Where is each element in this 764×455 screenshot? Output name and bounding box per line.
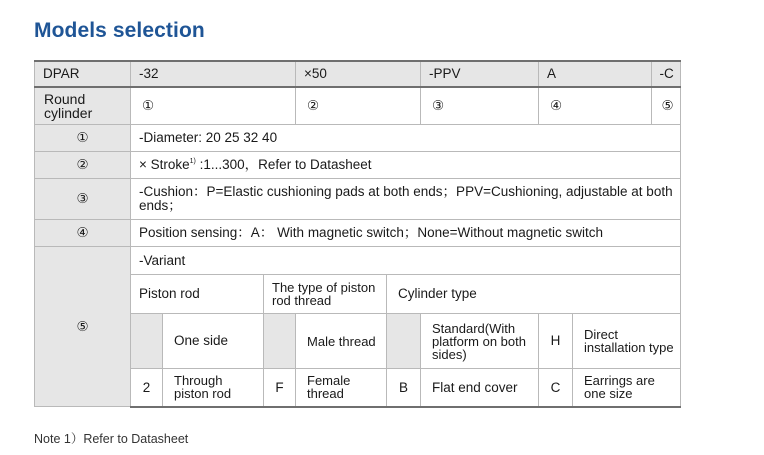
page-title: Models selection — [34, 19, 205, 42]
spec-row-sensing — [35, 220, 681, 247]
stroke-text: × Stroke — [139, 157, 190, 173]
option-code — [264, 314, 296, 369]
option-code — [131, 314, 163, 369]
group-piston-rod: Piston rod — [131, 275, 264, 314]
spec-row-cushion — [35, 179, 681, 220]
model-code-3: ③ — [421, 87, 539, 125]
option-code: C — [539, 369, 573, 407]
option-code: B — [387, 369, 421, 407]
table-header-row — [35, 61, 681, 87]
header-cell-stroke: ×50 — [296, 61, 421, 87]
variant-group-row — [35, 275, 681, 314]
spec-text: -Diameter: 20 25 32 40 — [131, 125, 681, 152]
variant-row-2 — [35, 369, 681, 407]
spec-code: ⑤ — [35, 247, 131, 407]
option-code: F — [264, 369, 296, 407]
model-code-5: ⑤ — [661, 98, 674, 114]
model-code-1: ① — [131, 87, 296, 125]
spec-row-stroke — [35, 152, 681, 179]
option-text: Earrings are one size — [573, 369, 681, 407]
option-code — [387, 314, 421, 369]
option-text: Male thread — [296, 314, 387, 369]
spec-text: Position sensing：A： With magnetic switch；None=Without magnetic switch — [131, 220, 681, 247]
footnote: Note 1）Refer to Datasheet — [34, 432, 189, 446]
spec-code: ① — [35, 125, 131, 152]
group-thread-type: The type of piston rod thread — [264, 275, 387, 314]
option-text: Standard(With platform on both sides) — [421, 314, 539, 369]
model-code-split — [539, 87, 681, 125]
option-code: H — [539, 314, 573, 369]
option-code: 2 — [131, 369, 163, 407]
footnote-marker: 1) — [189, 158, 196, 166]
header-cell-diameter: -32 — [131, 61, 296, 87]
option-text: Flat end cover — [421, 369, 539, 407]
spec-text — [131, 152, 681, 179]
spec-code: ③ — [35, 179, 131, 220]
spec-code: ② — [35, 152, 131, 179]
model-code-4: ④ — [539, 88, 651, 124]
header-split — [539, 61, 681, 87]
spec-text: -Cushion：P=Elastic cushioning pads at both ends；PPV=Cushioning, adjustable at both ends； — [131, 179, 681, 220]
option-text: Direct installation type — [573, 314, 681, 369]
stroke-range-text: :1...300，Refer to Datasheet — [195, 157, 372, 173]
option-text: Female thread — [296, 369, 387, 407]
header-cell-sensing: A — [539, 62, 651, 86]
variant-title-row — [35, 247, 681, 275]
header-cell-cushion: -PPV — [421, 61, 539, 87]
group-cylinder-type: Cylinder type — [387, 275, 681, 314]
model-row — [35, 87, 681, 125]
model-selection-table — [34, 60, 681, 408]
option-text: Through piston rod — [163, 369, 264, 407]
spec-row-diameter — [35, 125, 681, 152]
model-code-2: ② — [296, 87, 421, 125]
header-cell-variant: -C — [651, 62, 681, 86]
variant-title: -Variant — [131, 247, 681, 275]
spec-code: ④ — [35, 220, 131, 247]
header-cell-series: DPAR — [35, 61, 131, 87]
option-text: One side — [163, 314, 264, 369]
round-cylinder-label: Round cylinder — [35, 87, 131, 125]
variant-row-1 — [35, 314, 681, 369]
